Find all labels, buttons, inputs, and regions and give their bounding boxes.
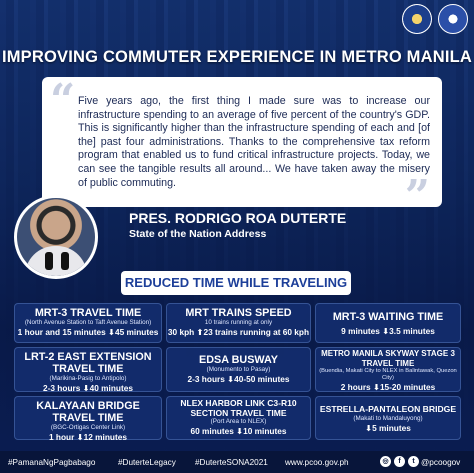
card-value: 30 kph ⬆23 trains running at 60 kph [167, 327, 310, 337]
hashtag-pamana[interactable]: #PamanaNgPagbabago [8, 457, 96, 467]
card-value: 1 hour ⬇12 minutes [49, 432, 127, 442]
card-subtitle: (Port Area to NLEX) [210, 418, 267, 425]
speaker-role: State of the Nation Address [129, 228, 267, 240]
card-title: ESTRELLA-PANTALEON BRIDGE [319, 404, 457, 414]
card-value: 9 minutes ⬇3.5 minutes [341, 326, 435, 336]
card-lrt2-travel-time [14, 347, 162, 392]
card-kalayaan-bridge [14, 396, 162, 440]
avatar-shirt [25, 246, 87, 276]
speaker-name: PRES. RODRIGO ROA DUTERTE [129, 210, 347, 226]
card-subtitle: (BGC-Ortigas Center Link) [50, 424, 126, 431]
card-title: MRT TRAINS SPEED [185, 307, 292, 319]
card-title: MRT-3 WAITING TIME [332, 311, 444, 323]
arrow-down-icon: ⬇ [227, 374, 235, 384]
card-nlex-harbor-link [166, 396, 311, 440]
footer [0, 451, 474, 473]
arrow-down-icon: ⬇ [236, 426, 244, 436]
card-subtitle: 10 trains running at only [204, 319, 273, 326]
arrow-down-icon: ⬇ [108, 327, 115, 337]
hashtag-duterte-legacy[interactable]: #DuterteLegacy [118, 457, 176, 467]
card-title: METRO MANILA SKYWAY STAGE 3 TRAVEL TIME [321, 349, 455, 368]
social-handle[interactable]: @pcoogov [421, 457, 461, 467]
card-value: 60 minutes ⬇10 minutes [190, 426, 287, 436]
card-subtitle: (Buendia, Makati City to NLEX in Balintawak, Quezon City) [319, 368, 457, 381]
card-subtitle: (North Avenue Station to Taft Avenue Station) [24, 319, 152, 326]
presidential-seal-logo [402, 4, 432, 34]
social-icons [380, 456, 419, 467]
card-subtitle: (Monumento to Pasay) [206, 366, 271, 373]
card-title: LRT-2 EAST EXTENSION TRAVEL TIME [24, 351, 152, 375]
facebook-icon[interactable]: f [394, 456, 405, 467]
arrow-up-icon: ⬆ [196, 327, 204, 337]
arrow-down-icon: ⬇ [76, 432, 84, 442]
instagram-icon[interactable]: ◎ [380, 456, 391, 467]
card-estrella-pantaleon-bridge [315, 396, 461, 440]
pcoo-logo [438, 4, 468, 34]
section-title: REDUCED TIME WHILE TRAVELING [121, 271, 351, 295]
arrow-down-icon: ⬇ [372, 382, 380, 392]
card-value: 2 hours ⬇15-20 minutes [340, 382, 436, 392]
card-mrt3-travel-time [14, 303, 162, 343]
card-value: 2-3 hours ⬇40-50 minutes [187, 374, 290, 384]
card-mrt-trains-speed [166, 303, 311, 343]
card-title: EDSA BUSWAY [199, 354, 278, 366]
card-value: 1 hour and 15 minutes ⬇45 minutes [17, 327, 159, 337]
speaker-avatar [14, 195, 98, 279]
card-skyway-travel-time [315, 347, 461, 392]
arrow-down-icon: ⬇ [382, 326, 390, 336]
card-mrt3-waiting-time [315, 303, 461, 343]
card-value: 2-3 hours ⬇40 minutes [43, 383, 133, 393]
hashtag-duterte-sona[interactable]: #DuterteSONA2021 [195, 457, 268, 467]
quote-text: Five years ago, the first thing I made sure was to increase our infrastructure spending to an average of five percent of the country's GDP. This is significantly higher than the infrastructure spending of each and [of the] past four administrations. Thanks to the comprehensive tax reform program that enabled us to fund critical infrastructure projects. Today, we can see the tangible results all around... We have taken away the misery of public commuting. [78, 95, 430, 189]
close-quote-icon: ” [404, 171, 430, 222]
arrow-down-icon: ⬇ [365, 423, 373, 433]
card-value: ⬇5 minutes [365, 423, 411, 433]
microphone-icon [61, 252, 69, 270]
website-link[interactable]: www.pcoo.gov.ph [285, 457, 349, 467]
open-quote-icon: “ [50, 75, 76, 126]
card-title: NLEX HARBOR LINK C3-R10 SECTION TRAVEL TIME [180, 398, 297, 418]
arrow-down-icon: ⬇ [82, 383, 90, 393]
page-title: IMPROVING COMMUTER EXPERIENCE IN METRO MANILA [1, 48, 473, 66]
card-title: MRT-3 TRAVEL TIME [34, 307, 142, 319]
card-edsa-busway [166, 347, 311, 392]
seal-logos [402, 4, 468, 34]
card-subtitle: (Makati to Mandaluyong) [353, 415, 423, 422]
microphone-icon [45, 252, 53, 270]
card-title: KALAYAAN BRIDGE TRAVEL TIME [36, 400, 140, 424]
card-subtitle: (Marikina-Pasig to Antipolo) [49, 375, 127, 382]
twitter-icon[interactable]: t [408, 456, 419, 467]
